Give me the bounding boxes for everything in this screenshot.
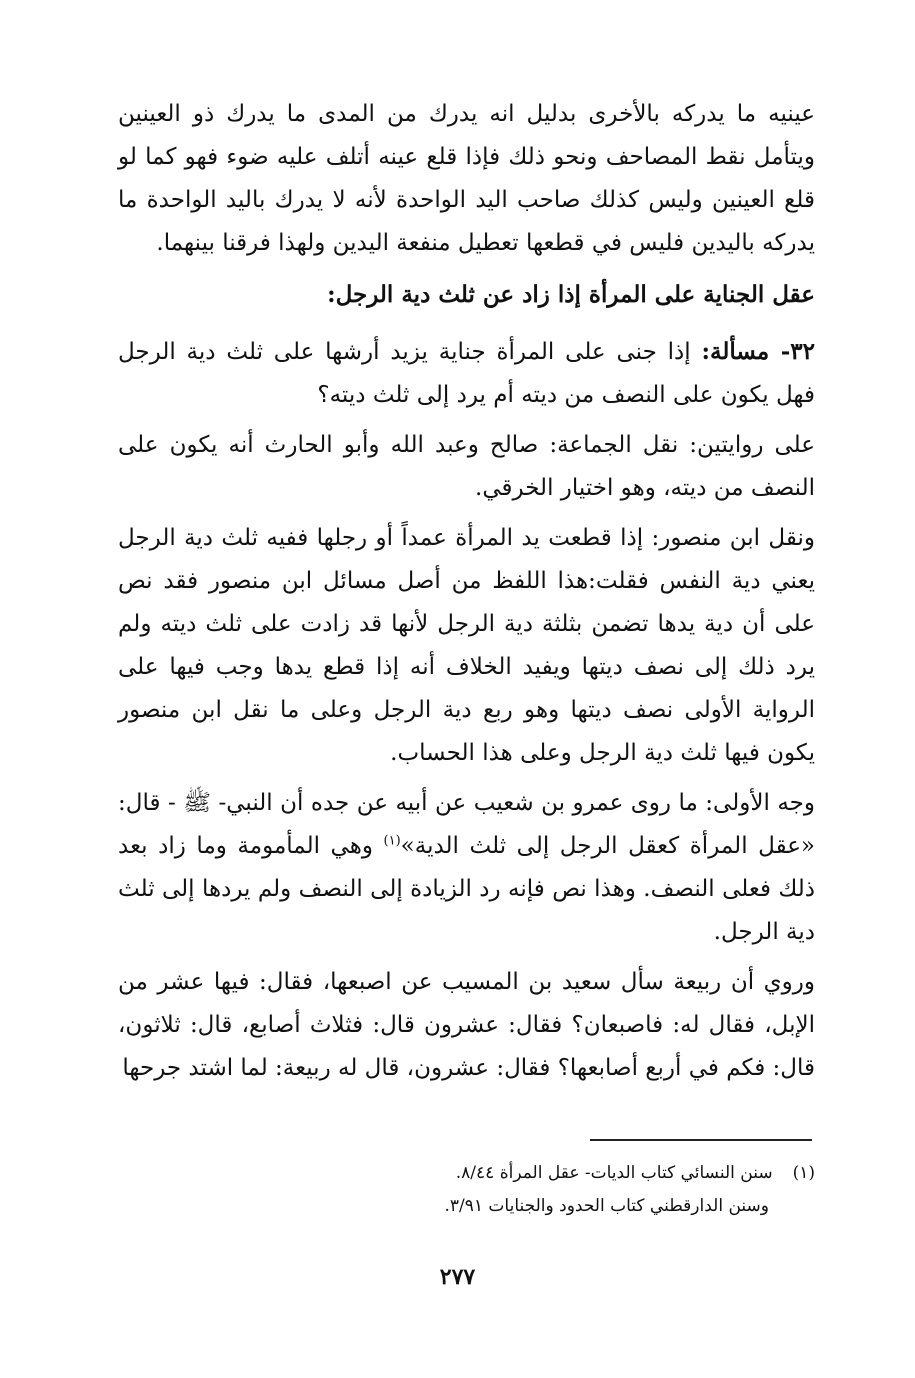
paragraph-issue — [118, 330, 815, 417]
footnotes — [118, 1157, 815, 1223]
footnote-number: (١) — [792, 1163, 815, 1183]
issue-text: إذا جنى على المرأة جناية يزيد أرشها على ثلث دية الرجل فهل يكون على النصف من ديته أم يرد إلى ثلث ديته؟ — [118, 339, 815, 408]
section-heading: عقل الجناية على المرأة إذا زاد عن ثلث دية الرجل: — [327, 281, 815, 308]
paragraph-5-continuation: وهي المأمومة وما زاد بعد ذلك فعلى النصف. وهذا نص فإنه رد الزيادة إلى النصف ولم يردها إلى ثلث دية الرجل. — [118, 833, 815, 945]
paragraph-4: ونقل ابن منصور: إذا قطعت يد المرأة عمداً أو رجلها ففيه ثلث دية الرجل يعني دية النفس فقلت:هذا اللفظ من أصل مسائل ابن منصور فقد نص على أن دية يدها تضمن بثلثة دية الرجل لأنها قد زادت على ثلث ديته ولم يرد ذلك إلى نصف ديتها ويفيد الخلاف أنه إذا قطع يدها وجب فيها على الرواية الأولى نصف ديتها وهو ربع دية الرجل وعلى ما نقل ابن منصور يكون فيها ثلث دية الرجل وعلى هذا الحساب. — [118, 525, 815, 766]
paragraph-1: عينيه ما يدركه بالأخرى بدليل انه يدرك من المدى ما يدرك ذو العينين ويتأمل نقط المصاحف ونحو ذلك فإذا قلع عينه أتلف عليه ضوء فهو كما لو قلع العينين وليس كذلك صاحب اليد الواحدة لأنه لا يدرك باليد الواحدة ما يدركه باليدين فليس في قطعها تعطيل منفعة اليدين ولهذا فرقنا بينهما. — [118, 101, 815, 256]
issue-label: ٣٢- مسألة: — [701, 338, 815, 365]
footnote-line-2: وسنن الدارقطني كتاب الحدود والجنايات ٣/٩١. — [444, 1196, 769, 1216]
footnote-1 — [118, 1157, 815, 1190]
footnote-line-1: سنن النسائي كتاب الديات- عقل المرأة ٨/٤٤. — [455, 1163, 773, 1183]
main-text — [118, 93, 815, 1097]
paragraph-6: وروي أن ربيعة سأل سعيد بن المسيب عن اصبعها، فقال: فيها عشر من الإبل، فقال له: فاصبعان؟ فقال: عشرون قال: فثلاث أصابع، قال: ثلاثون، قال: فكم في أربع أصابعها؟ فقال: عشرون، قال له ربيعة: لما اشتد جرحها — [118, 969, 815, 1081]
page-number: ٢٧٧ — [439, 1264, 476, 1290]
footnote-divider — [590, 1139, 812, 1141]
paragraph-3: على روايتين: نقل الجماعة: صالح وعبد الله وأبو الحارث أنه يكون على النصف من ديته، وهو اختيار الخرقي. — [118, 432, 815, 501]
paragraph-5 — [118, 782, 815, 954]
footnote-reference: (١) — [383, 833, 401, 849]
paragraph-5-text: وجه الأولى: ما روى عمرو بن شعيب عن أبيه عن جده أن النبي- ﷺ - قال: «عقل المرأة كعقل الرجل إلى ثلث الدية» — [118, 790, 815, 859]
